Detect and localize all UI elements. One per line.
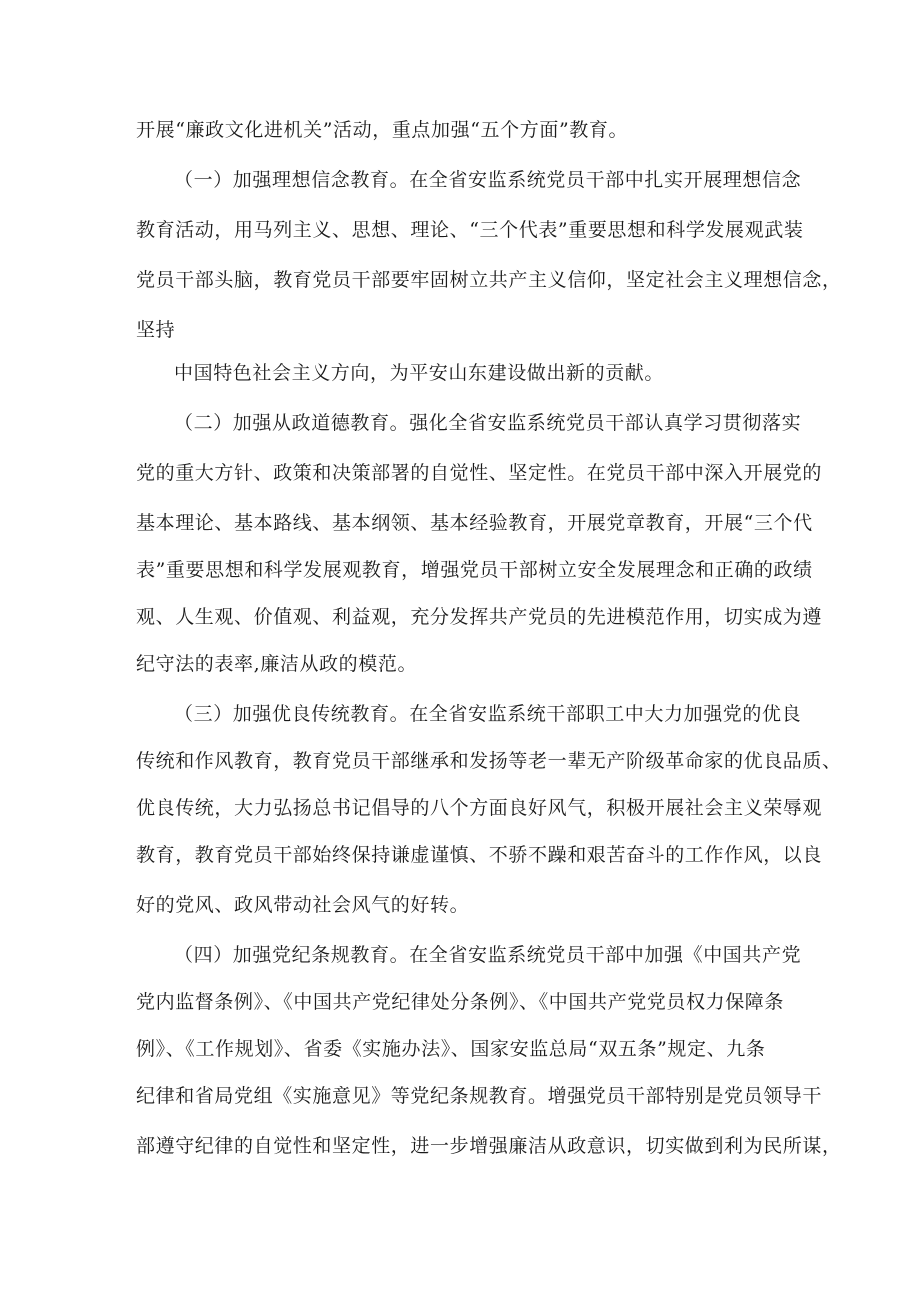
text-line: （四）加强党纪条规教育。在全省安监系统党员干部中加强《中国共产党 [174, 944, 802, 966]
text-line: 开展“廉政文化进机关”活动，重点加强“五个方面”教育。 [136, 119, 629, 141]
text-line: 例》、《工作规划》、省委《实施办法》、国家安监总局“双五条”规定、九条 [136, 1038, 766, 1060]
text-line: 纪守法的表率,廉洁从政的模范。 [136, 653, 418, 675]
text-line: 教育活动，用马列主义、思想、理论、“三个代表”重要思想和科学发展观武装 [136, 219, 804, 241]
text-line: 党内监督条例》、《中国共产党纪律处分条例》、《中国共产党党员权力保障条 [136, 991, 785, 1013]
text-line: 表”重要思想和科学发展观教育，增强党员干部树立安全发展理念和正确的政绩 [136, 559, 813, 581]
text-line: 部遵守纪律的自觉性和坚定性，进一步增强廉洁从政意识，切实做到利为民所谋， [136, 1135, 842, 1157]
text-line: 优良传统，大力弘扬总书记倡导的八个方面良好风气，积极开展社会主义荣辱观 [136, 797, 823, 819]
text-line: （二）加强从政道德教育。强化全省安监系统党员干部认真学习贯彻落实 [174, 412, 802, 434]
text-line: 坚持 [136, 319, 176, 341]
text-line: （三）加强优良传统教育。在全省安监系统干部职工中大力加强党的优良 [174, 703, 802, 725]
text-line: 好的党风、政风带动社会风气的好转。 [136, 894, 470, 916]
text-line: 传统和作风教育，教育党员干部继承和发扬等老一辈无产阶级革命家的优良品质、 [136, 750, 842, 772]
text-line: 党的重大方针、政策和决策部署的自觉性、坚定性。在党员干部中深入开展党的 [136, 462, 823, 484]
text-line: （一）加强理想信念教育。在全省安监系统党员干部中扎实开展理想信念 [174, 169, 802, 191]
text-line: 纪律和省局党组《实施意见》等党纪条规教育。增强党员干部特别是党员领导干 [136, 1085, 823, 1107]
text-line: 基本理论、基本路线、基本纲领、基本经验教育，开展党章教育，开展“三个代 [136, 512, 813, 534]
text-line: 教育，教育党员干部始终保持谦虚谨慎、不骄不躁和艰苦奋斗的工作作风，以良 [136, 844, 823, 866]
text-line: 中国特色社会主义方向，为平安山东建设做出新的贡献。 [174, 362, 665, 384]
text-line: 观、人生观、价值观、利益观，充分发挥共产党员的先进模范作用，切实成为遵 [136, 606, 823, 628]
text-line: 党员干部头脑，教育党员干部要牢固树立共产主义信仰，坚定社会主义理想信念， [136, 269, 842, 291]
